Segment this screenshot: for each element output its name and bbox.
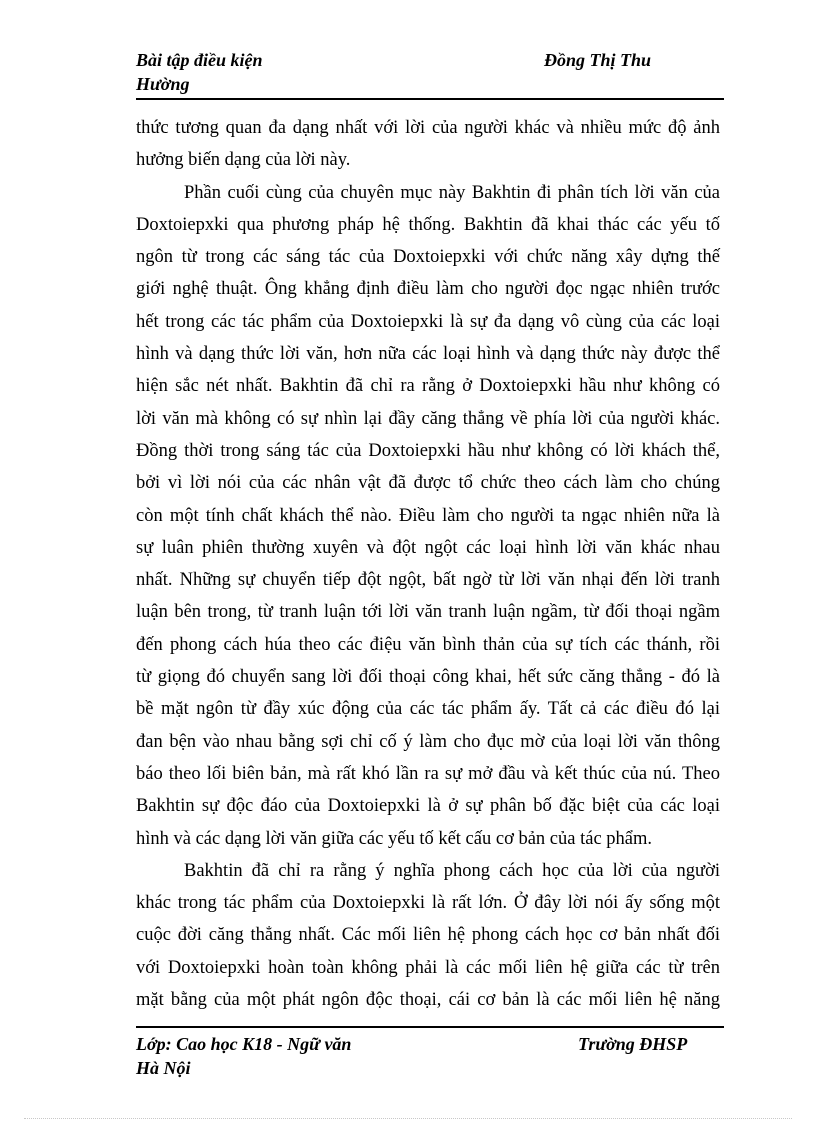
text-line: hết trong các tác phẩm của Doxtoiepxki là sự đa dạng vô cùng của các loại [136,311,720,332]
footer-city: Hà Nội [136,1058,191,1078]
text-line: báo theo lối biên bản, mà rất khó lần ra sự mở đầu và kết thúc của nú. Theo [136,763,720,784]
text-line: Bakhtin sự độc đáo của Doxtoiepxki là ở sự phân bố đặc biệt của các loại [136,796,720,817]
text-line: Đồng thời trong sáng tác của Doxtoiepxki hầu như không có lời khách thể, [136,440,720,461]
text-line: Bakhtin đã chỉ ra rằng ý nghĩa phong cách học của lời của người [184,860,720,881]
text-line: khác trong tác phẩm của Doxtoiepxki là rất lớn. Ở đây lời nói ấy sống một [136,893,720,914]
text-line: hình và dạng thức lời văn, hơn nữa các loại hình và dạng thức này được thể [136,344,720,365]
text-line: đan bện vào nhau bằng sợi chỉ cố ý làm cho đục mờ của loại lời văn thông [136,731,720,752]
text-line: hưởng biến dạng của lời này. [136,150,351,171]
text-line: lời văn mà không có sự nhìn lại đầy căng thẳng về phía lời của người khác. [136,408,720,429]
header-title: Bài tập điều kiện [136,50,263,70]
text-line: nhất. Những sự chuyển tiếp đột ngột, bất ngờ từ lời văn nhại đến lời tranh [136,570,720,591]
text-line: với Doxtoiepxki hoàn toàn không phải là các mối liên hệ giữa các từ trên [136,957,720,978]
text-line: cuộc đời căng thẳng nhất. Các mối liên hệ phong cách học cơ bản nhất đối [136,925,720,946]
text-line: bởi vì lời nói của các nhân vật đã được tổ chức theo cách làm cho chúng [136,473,720,494]
text-line: sự luân phiên thường xuyên và đột ngột các loại hình lời văn khác nhau [136,537,720,558]
text-line: Doxtoiepxki qua phương pháp hệ thống. Bakhtin đã khai thác các yếu tố [136,214,720,235]
text-line: mặt bằng của một phát ngôn độc thoại, cái cơ bản là các mối liên hệ năng [136,990,720,1011]
text-line: ngôn từ trong các sáng tác của Doxtoiepxki với chức năng xây dựng thế [136,247,720,268]
text-line: hiện sắc nét nhất. Bakhtin đã chỉ ra rằng ở Doxtoiepxki hầu như không có [136,376,720,397]
text-line: giới nghệ thuật. Ông khẳng định điều làm cho người đọc ngạc nhiên trước [136,279,720,300]
text-line: đến phong cách húa theo các điệu văn bình thản của sự tích các thánh, rồi [136,634,720,655]
text-line: bề mặt ngôn từ đầy xúc động của các tác phẩm ấy. Tất cả các điều đó lại [136,699,720,720]
text-line: hình và các dạng lời văn giữa các yếu tố kết cấu cơ bản của tác phẩm. [136,828,653,849]
page-bottom-divider [24,1118,792,1119]
footer-school: Trường ĐHSP [578,1034,688,1054]
text-line: từ giọng đó chuyển sang lời đối thoại công khai, hết sức căng thẳng - đó là [136,667,720,688]
header-title-continued: Hường [136,74,190,94]
text-line: thức tương quan đa dạng nhất với lời của người khác và nhiều mức độ ảnh [136,118,720,138]
body-text [136,112,720,1016]
text-line: còn một tính chất khách thể nào. Điều làm cho người ta ngạc nhiên nữa là [136,505,720,526]
header-author: Đồng Thị Thu [544,50,652,70]
page-header [136,48,724,100]
text-line: Phần cuối cùng của chuyên mục này Bakhtin đi phân tích lời văn của [184,182,720,203]
page-footer [136,1026,724,1080]
text-line: luận bên trong, từ tranh luận tới lời văn tranh luận ngầm, từ đối thoại ngầm [136,602,720,623]
footer-class: Lớp: Cao học K18 - Ngữ văn [136,1034,352,1054]
